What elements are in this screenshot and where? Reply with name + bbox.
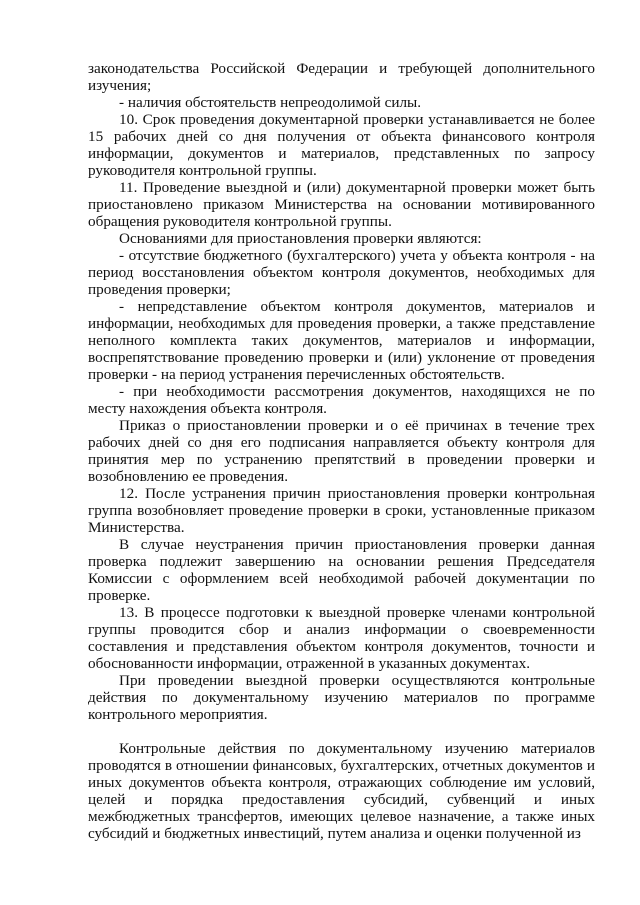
paragraph: - непредставление объектом контроля документов, материалов и информации, необходимых для проведения проверки, а также представление неполного комплекта таких документов, материалов и информации, воспрепятствование проведению проверки и (или) уклонение от проведения проверки - на период устранения перечисленных обстоятельств. (88, 298, 595, 383)
paragraph: 13. В процессе подготовки к выездной проверке членами контрольной группы проводится сбор и анализ информации о своевременности составления и представления объектом контроля документов, точности и обоснованности информации, отраженной в указанных документах. (88, 604, 595, 672)
paragraph: Основаниями для приостановления проверки являются: (119, 230, 482, 247)
paragraph: - при необходимости рассмотрения документов, находящихся не по месту нахождения объекта контроля. (88, 383, 595, 417)
paragraph: 12. После устранения причин приостановления проверки контрольная группа возобновляет проведение проверки в сроки, установленные приказом Министерства. (88, 485, 595, 536)
paragraph: При проведении выездной проверки осуществляются контрольные действия по документальному изучению материалов по программе контрольного мероприятия. (88, 672, 595, 723)
paragraph: В случае неустранения причин приостановления проверки данная проверка подлежит завершению на основании решения Председателя Комиссии с оформлением всей необходимой рабочей документации по проверке. (88, 536, 595, 604)
paragraph: - наличия обстоятельств непреодолимой силы. (119, 94, 422, 111)
paragraph: 10. Срок проведения документарной проверки устанавливается не более 15 рабочих дней со дня получения от объекта финансового контроля информации, документов и материалов, представленных по запросу руководителя контрольной группы. (88, 111, 595, 179)
paragraph: законодательства Российской Федерации и требующей дополнительного изучения; (88, 60, 595, 94)
paragraph: Приказ о приостановлении проверки и о её причинах в течение трех рабочих дней со дня его подписания направляется объекту контроля для принятия мер по устранению препятствий в проведении проверки и возобновлению ее проведения. (88, 417, 595, 485)
paragraph: Контрольные действия по документальному изучению материалов проводятся в отношении финансовых, бухгалтерских, отчетных документов и иных документов объекта контроля, отражающих соблюдение им условий, целей и порядка предоставления субсидий, субвенций и иных межбюджетных трансфертов, имеющих целевое назначение, а также иных субсидий и бюджетных инвестиций, путем анализа и оценки полученной из (88, 740, 595, 842)
paragraph: 11. Проведение выездной и (или) документарной проверки может быть приостановлено приказом Министерства на основании мотивированного обращения руководителя контрольной группы. (88, 179, 595, 230)
paragraph: - отсутствие бюджетного (бухгалтерского) учета у объекта контроля - на период восстановления объектом контроля документов, необходимых для проведения проверки; (88, 247, 595, 298)
document-page (88, 60, 595, 842)
